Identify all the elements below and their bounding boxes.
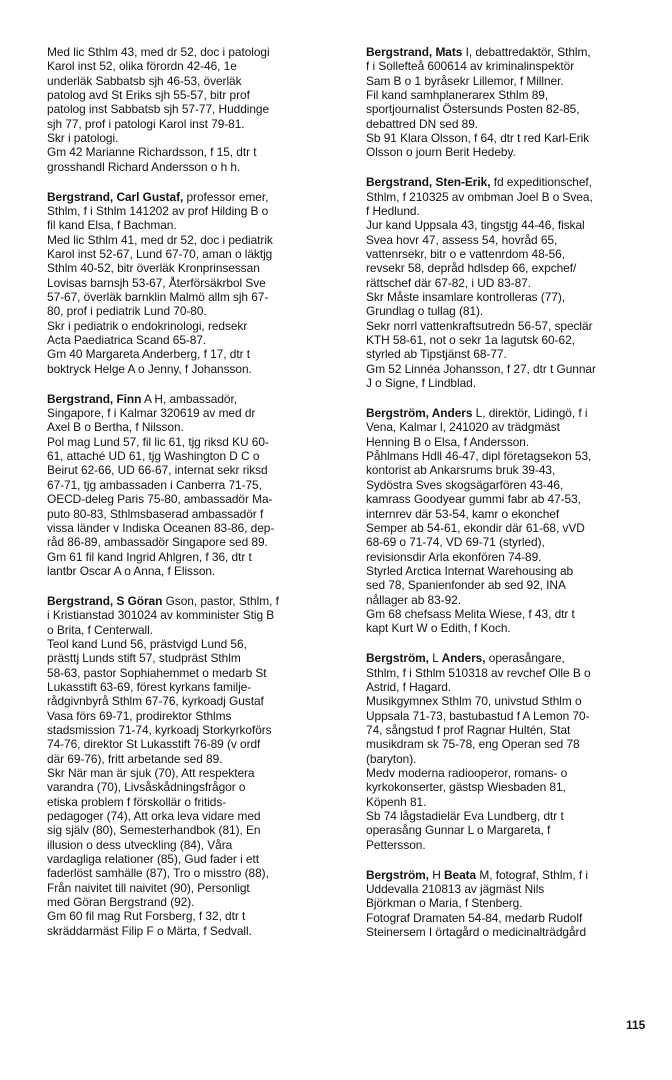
entry-line: Svea hovr 47, assess 54, hovråd 65, — [366, 232, 558, 247]
entry-line: Påhlmans Hdll 46-47, dipl företagsekon 53, — [366, 449, 592, 464]
biography-entry — [366, 406, 672, 636]
entry-line: nållager ab 83-92. — [366, 592, 461, 607]
entry-line: 61, attaché UD 61, tjg Washington D C o — [47, 449, 260, 464]
entry-line: internrev där 53-54, kamr o ekonchef — [366, 506, 560, 521]
entry-line: kyrkokonserter, gästsp Wiesbaden 81, — [366, 780, 566, 795]
entry-first-text: Med lic Sthlm 43, med dr 52, doc i patologi — [47, 45, 270, 59]
entry-line: debattred DN sed 89. — [366, 116, 479, 131]
entry-line: underläk Sabbatsb sjh 46-53, överläk — [47, 73, 242, 88]
entry-first-line — [47, 45, 350, 59]
entry-line: Sam B o 1 byråsekr Lillemor, f Millner. — [366, 73, 564, 88]
entry-line: vissa länder v Indiska Oceanen 83-86, dep- — [47, 520, 275, 535]
entry-line: Sb 74 lågstadielär Eva Lundberg, dtr t — [366, 808, 564, 823]
entry-line: Gm 42 Marianne Richardsson, f 15, dtr t — [47, 145, 257, 160]
entry-line: Henning B o Elsa, f Andersson. — [366, 434, 530, 449]
entry-line: Från naivitet till naivitet (90), Personligt — [47, 880, 250, 895]
entry-line: kapt Kurt W o Edith, f Koch. — [366, 621, 511, 636]
entry-line: Pol mag Lund 57, fil lic 61, tjg riksd KU 60- — [47, 434, 269, 449]
entry-line: Sb 91 Klara Olsson, f 64, dtr t red Karl-Erik — [366, 131, 590, 146]
entry-first-text: I, debattredaktör, Sthlm, — [462, 45, 591, 59]
biography-entry — [47, 392, 350, 578]
entry-line: Sthlm, f 210325 av ombman Joel B o Svea, — [366, 189, 593, 204]
entry-line: Beirut 62-66, UD 66-67, internat sekr riksd — [47, 463, 268, 478]
biography-entry — [47, 594, 350, 938]
entry-line: Lovisas barnsjh 53-67, Återförsäkrbol Sve — [47, 275, 266, 290]
entry-line: i Kristianstad 301024 av komminister Stig B — [47, 608, 275, 623]
entry-line: revsekr 58, depråd hdlsdep 66, expchef/ — [366, 261, 577, 276]
entry-line: Jur kand Uppsala 43, tingstjg 44-46, fiskal — [366, 218, 585, 233]
entry-line: varandra (70), Livsåskådningsfrågor o — [47, 780, 246, 795]
entry-line: Sydöstra Sves skogsägarfören 43-46, — [366, 477, 564, 492]
entry-line: med Göran Bergstrand (92). — [47, 895, 195, 910]
entry-name-given: Anders, — [441, 651, 486, 666]
entry-line: Steinersem I örtagård o medicinalträdgård — [366, 924, 587, 939]
entry-line: 74, sångstud f prof Ragnar Hultén, Stat — [366, 722, 571, 737]
entry-line: Axel B o Bertha, f Nilsson. — [47, 420, 184, 435]
entry-line: Pettersson. — [366, 837, 426, 852]
entry-line: Skr Måste insamlare kontrolleras (77), — [366, 290, 565, 305]
entry-line: Fotograf Dramaten 54-84, medarb Rudolf — [366, 910, 583, 925]
biography-entry — [366, 651, 672, 852]
entry-line: Gm 60 fil mag Rut Forsberg, f 32, dtr t — [47, 909, 246, 924]
entry-line: faderlöst samhälle (87), Tro o misstro (88), — [47, 866, 269, 881]
entry-name: Bergström, — [366, 651, 429, 666]
entry-line: Gm 68 chefsass Melita Wiese, f 43, dtr t — [366, 606, 575, 621]
entry-line: Björkman o Maria, f Stenberg. — [366, 896, 523, 911]
entry-line: Gm 52 Linnéa Johansson, f 27, dtr t Gunnar — [366, 361, 596, 376]
entry-name-given: Beata — [443, 867, 477, 882]
biography-entry — [47, 45, 350, 174]
entry-line: lantbr Oscar A o Anna, f Elisson. — [47, 563, 216, 578]
entry-line: där 69-76), fritt arbetande sed 89. — [47, 751, 223, 766]
entry-line: Astrid, f Hagard. — [366, 679, 452, 694]
entry-line: OECD-deleg Paris 75-80, ambassadör Ma- — [47, 492, 273, 507]
entry-line: J o Signe, f Lindblad. — [366, 376, 476, 391]
entry-line: 68-69 o 71-74, VD 69-71 (styrled), — [366, 535, 545, 550]
entry-line: f i Sollefteå 600614 av kriminalinspektör — [366, 59, 575, 74]
entry-line: Fil kand samhplanerarex Sthlm 89, — [366, 88, 549, 103]
entry-line: Uddevalla 210813 av jägmäst Nils — [366, 881, 545, 896]
entry-name-initial: L — [428, 651, 442, 666]
entry-line: stadsmission 71-74, kyrkoadj Storkyrkoförs — [47, 722, 272, 737]
entry-line: 57-67, överläk barnklin Malmö allm sjh 67- — [47, 290, 269, 305]
entry-line: Teol kand Lund 56, prästvigd Lund 56, — [47, 636, 247, 651]
entry-first-line — [366, 175, 672, 189]
entry-first-text: A H, ambassadör, — [141, 391, 237, 406]
entry-line: skräddarmäst Filip F o Märta, f Sedvall. — [47, 923, 252, 938]
entry-line: Sthlm, f i Sthlm 510318 av revchef Olle B o — [366, 665, 591, 680]
entry-line: prästtj Lunds stift 57, studpräst Sthlm — [47, 651, 241, 666]
entry-line: rättschef där 67-82, i UD 83-87. — [366, 275, 531, 290]
entry-line: (baryton). — [366, 751, 417, 766]
entry-line: Skr i patologi. — [47, 131, 119, 146]
entry-line: Olsson o journ Berit Hedeby. — [366, 145, 516, 160]
entry-line: sig själv (80), Semesterhandbok (81), En — [47, 823, 261, 838]
entry-line: musikdram sk 75-78, eng Operan sed 78 — [366, 737, 580, 752]
entry-line: Sthlm, f i Sthlm 141202 av prof Hilding B o — [47, 204, 269, 219]
entry-line: Karol inst 52, olika förordn 42-46, 1e — [47, 59, 237, 74]
entry-first-text: operasångare, — [485, 651, 565, 666]
entry-first-text: M, fotograf, Sthlm, f i — [476, 867, 588, 882]
entry-line: o Brita, f Centerwall. — [47, 622, 153, 637]
entry-line: Sekr norrl vattenkraftsutredn 56-57, speclär — [366, 318, 593, 333]
entry-line: Musikgymnex Sthlm 70, univstud Sthlm o — [366, 694, 582, 709]
entry-line: Sthlm 40-52, bitr överläk Kronprinsessan — [47, 261, 260, 276]
entry-line: råd 86-89, ambassadör Singapore sed 89. — [47, 535, 268, 550]
entry-line: Köpenh 81. — [366, 794, 427, 809]
entry-first-line — [366, 651, 672, 665]
right-column — [366, 45, 672, 955]
entry-name-initial: H — [428, 867, 444, 882]
biography-entry — [366, 175, 672, 390]
entry-line: Skr i pediatrik o endokrinologi, redsekr — [47, 318, 248, 333]
entry-line: Lukasstift 63-69, förest kyrkans familje- — [47, 679, 252, 694]
entry-line: fil kand Elsa, f Bachman. — [47, 218, 177, 233]
entry-first-line — [47, 594, 350, 608]
entry-line: revisionsdir Arla ekonfören 74-89. — [366, 549, 542, 564]
entry-name: Bergstrand, S Göran — [47, 593, 163, 608]
entry-line: Styrled Arctica Internat Warehousing ab — [366, 563, 574, 578]
entry-line: sportjournalist Östersunds Posten 82-85, — [366, 102, 580, 117]
entry-line: sed 78, Spanienfonder ab sed 92, INA — [366, 578, 566, 593]
entry-line: Uppsala 71-73, bastubastud f A Lemon 70- — [366, 708, 590, 723]
entry-first-text: fd expeditionschef, — [490, 175, 592, 190]
entry-first-line — [47, 392, 350, 406]
entry-name: Bergström, Anders — [366, 406, 473, 421]
entry-line: Singapore, f i Kalmar 320619 av med dr — [47, 406, 256, 421]
entry-first-text: L, direktör, Lidingö, f i — [472, 406, 588, 421]
entry-line: Grundlag o tullag (81). — [366, 304, 484, 319]
entry-line: Gm 61 fil kand Ingrid Ahlgren, f 36, dtr t — [47, 549, 252, 564]
entry-line: sjh 77, prof i patologi Karol inst 79-81. — [47, 116, 245, 131]
entry-line: vattenrsekr, bitr o e vattenrdom 48-56, — [366, 247, 565, 262]
entry-name: Bergstrand, Mats — [366, 45, 463, 59]
entry-line: patolog avd St Eriks sjh 55-57, bitr prof — [47, 88, 250, 103]
left-column — [47, 45, 350, 954]
entry-first-text: professor emer, — [183, 189, 269, 204]
entry-name: Bergstrand, Carl Gustaf, — [47, 189, 184, 204]
entry-line: KTH 58-61, not o sekr 1a lagutsk 60-62, — [366, 333, 575, 348]
entry-line: 80, prof i pediatrik Lund 70-80. — [47, 304, 207, 319]
biography-entry — [366, 868, 672, 940]
entry-line: Acta Paediatrica Scand 65-87. — [47, 333, 207, 348]
entry-first-text: Gson, pastor, Sthlm, f — [162, 593, 279, 608]
entry-first-line — [366, 45, 672, 59]
entry-line: Medv moderna radiooperor, romans- o — [366, 765, 568, 780]
entry-line: 67-71, tjg ambassaden i Canberra 71-75, — [47, 477, 262, 492]
entry-line: 74-76, direktor St Lukasstift 76-89 (v ordf — [47, 737, 261, 752]
entry-line: Gm 40 Margareta Anderberg, f 17, dtr t — [47, 347, 250, 362]
entry-line: vardagliga relationer (85), Gud fader i ett — [47, 852, 259, 866]
entry-line: kamrass Goodyear gummi fabr ab 47-53, — [366, 492, 581, 507]
entry-line: Semper ab 54-61, ekondir där 61-68, vVD — [366, 520, 585, 535]
entry-line: patolog inst Sabbatsb sjh 57-77, Huddinge — [47, 102, 270, 117]
entry-line: Med lic Sthlm 41, med dr 52, doc i pediatrik — [47, 232, 273, 247]
entry-line: Karol inst 52-67, Lund 67-70, aman o läktjg — [47, 247, 273, 262]
entry-line: etiska problem f förskollär o fritids- — [47, 794, 227, 809]
entry-line: rådgivnbyrå Sthlm 67-76, kyrkoadj Gustaf — [47, 694, 264, 709]
entry-first-line — [366, 868, 672, 882]
entry-line: 58-63, pastor Sophiahemmet o medarb St — [47, 665, 267, 680]
entry-line: Vena, Kalmar l, 241020 av trädgmäst — [366, 420, 560, 435]
entry-line: Skr När man är sjuk (70), Att respektera — [47, 765, 255, 780]
entry-first-line — [47, 190, 350, 204]
entry-name: Bergstrand, Sten-Erik, — [366, 175, 491, 190]
entry-line: boktryck Helge A o Jenny, f Johansson. — [47, 361, 252, 376]
entry-first-line — [366, 406, 672, 420]
biography-entry — [47, 190, 350, 376]
entry-line: grosshandl Richard Andersson o h h. — [47, 159, 241, 174]
page-number: 115 — [626, 1018, 646, 1032]
biography-entry — [366, 45, 672, 160]
entry-line: puto 80-83, Sthlmsbaserad ambassadör f — [47, 506, 264, 521]
entry-name: Bergstrand, Finn — [47, 391, 142, 406]
entry-name: Bergström, — [366, 867, 429, 882]
entry-line: styrled ab Tipstjänst 68-77. — [366, 347, 507, 362]
entry-line: illusion o dess utveckling (84), Våra — [47, 837, 233, 852]
entry-line: operasång Gunnar L o Margareta, f — [366, 823, 551, 838]
entry-line: kontorist ab Ankarsrums bruk 39-43, — [366, 463, 556, 478]
entry-line: Vasa förs 69-71, prodirektor Sthlms — [47, 708, 232, 723]
entry-line: pedagoger (74), Att orka leva vidare med — [47, 808, 261, 823]
entry-line: f Hedlund. — [366, 204, 420, 219]
